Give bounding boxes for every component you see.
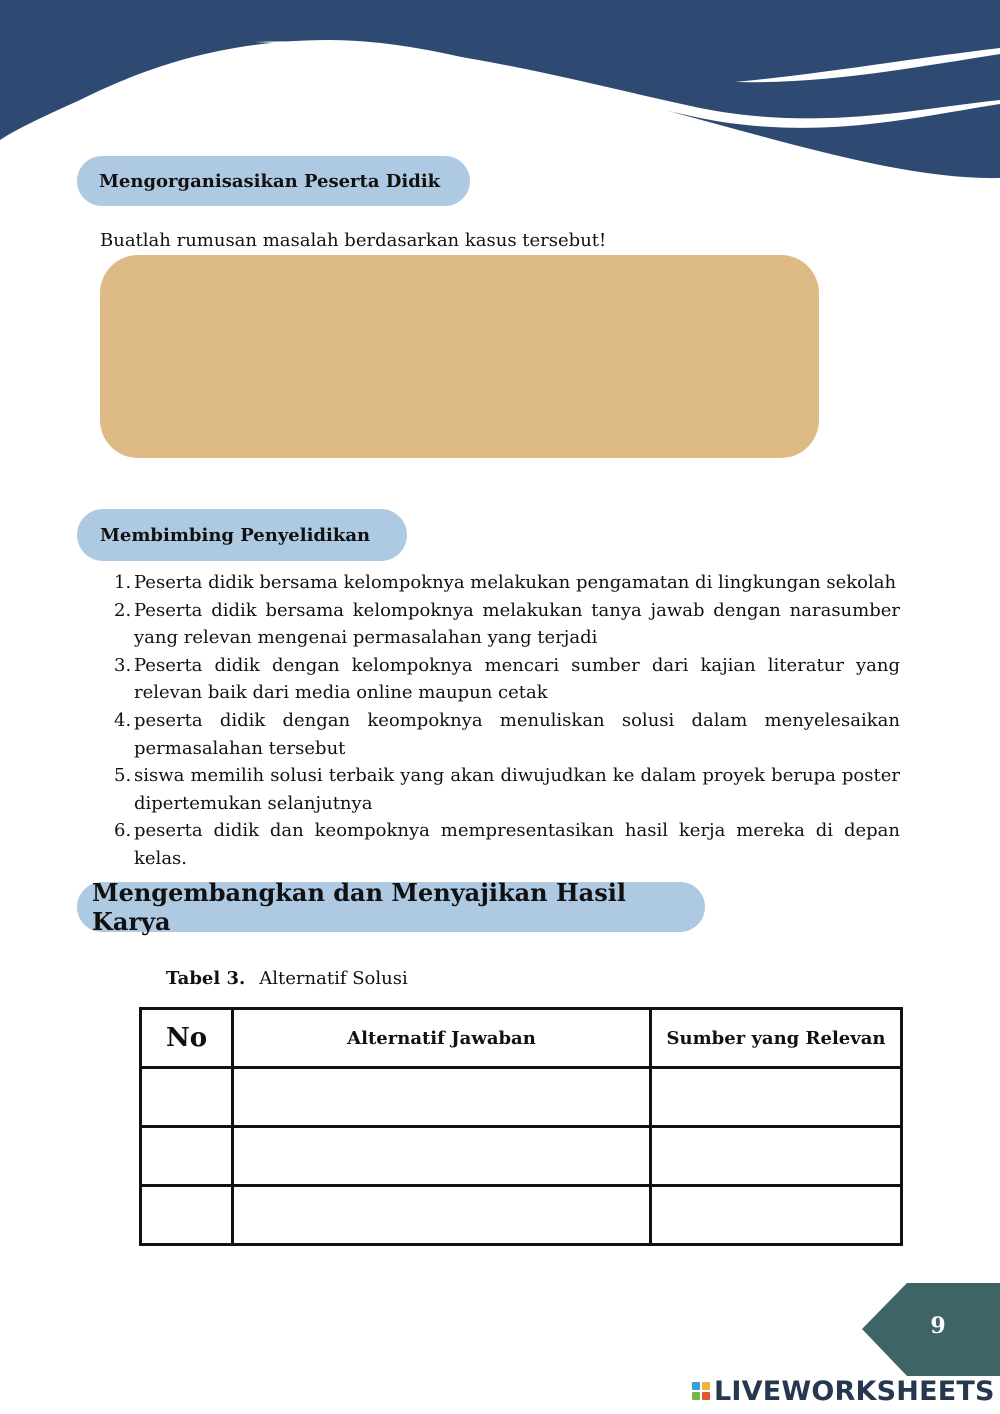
list-item-number: 6. (114, 820, 132, 842)
header-no: No (141, 1009, 233, 1068)
list-item-text: peserta didik dan keompoknya mempresentasikan hasil kerja mereka di depan kelas. (134, 820, 900, 869)
header-relevant-source: Sumber yang Relevan (651, 1009, 902, 1068)
table-row (141, 1068, 902, 1127)
table-cell-no[interactable] (141, 1186, 233, 1245)
list-item (114, 569, 900, 597)
table-cell-answer[interactable] (233, 1068, 651, 1127)
list-item-number: 4. (114, 709, 132, 731)
list-item-text: Peserta didik bersama kelompoknya melakukan tanya jawab dengan narasumber yang relevan mengenai permasalahan yang terjadi (134, 599, 900, 649)
table-cell-no[interactable] (141, 1127, 233, 1186)
header-alternative-answer: Alternatif Jawaban (233, 1009, 651, 1068)
table-cell-answer[interactable] (233, 1186, 651, 1245)
table-row (141, 1127, 902, 1186)
table-cell-answer[interactable] (233, 1127, 651, 1186)
table-header-row (141, 1009, 902, 1068)
list-item (114, 652, 900, 707)
list-item (114, 817, 900, 872)
table-caption-text: Alternatif Solusi (259, 968, 408, 989)
table-cell-source[interactable] (651, 1186, 902, 1245)
list-item-text: Peserta didik bersama kelompoknya melakukan pengamatan di lingkungan sekolah (134, 572, 897, 593)
table-cell-source[interactable] (651, 1068, 902, 1127)
list-item (114, 597, 900, 652)
table-row (141, 1186, 902, 1245)
section-title-develop: Mengembangkan dan Menyajikan Hasil Karya (77, 882, 705, 932)
solution-table (139, 1007, 903, 1246)
liveworksheets-logo (692, 1374, 995, 1408)
table-cell-source[interactable] (651, 1127, 902, 1186)
instruction-text: Buatlah rumusan masalah berdasarkan kasus tersebut! (100, 230, 607, 251)
page-number: 9 (930, 1313, 946, 1339)
list-item-number: 5. (114, 765, 132, 787)
list-item (114, 707, 900, 762)
brand-name: LIVEWORKSHEETS (714, 1375, 995, 1407)
table-caption (166, 968, 408, 989)
list-item-text: peserta didik dengan keompoknya menuliskan solusi dalam menyelesaikan permasalahan tersebut (134, 709, 900, 759)
section-title-investigate: Membimbing Penyelidikan (77, 509, 407, 561)
answer-input-box[interactable] (100, 255, 819, 458)
table-cell-no[interactable] (141, 1068, 233, 1127)
list-item-text: Peserta didik dengan kelompoknya mencari sumber dari kajian literatur yang relevan baik dari media online maupun cetak (134, 654, 900, 704)
table-caption-label: Tabel 3. (166, 968, 246, 989)
liveworksheets-icon (692, 1382, 710, 1400)
list-item (114, 762, 900, 817)
list-item-number: 3. (114, 654, 132, 676)
section-title-organize: Mengorganisasikan Peserta Didik (77, 156, 470, 206)
investigation-steps-list (114, 569, 900, 873)
list-item-number: 1. (114, 572, 132, 593)
list-item-number: 2. (114, 599, 132, 621)
list-item-text: siswa memilih solusi terbaik yang akan diwujudkan ke dalam proyek berupa poster dipertemukan selanjutnya (134, 765, 900, 814)
